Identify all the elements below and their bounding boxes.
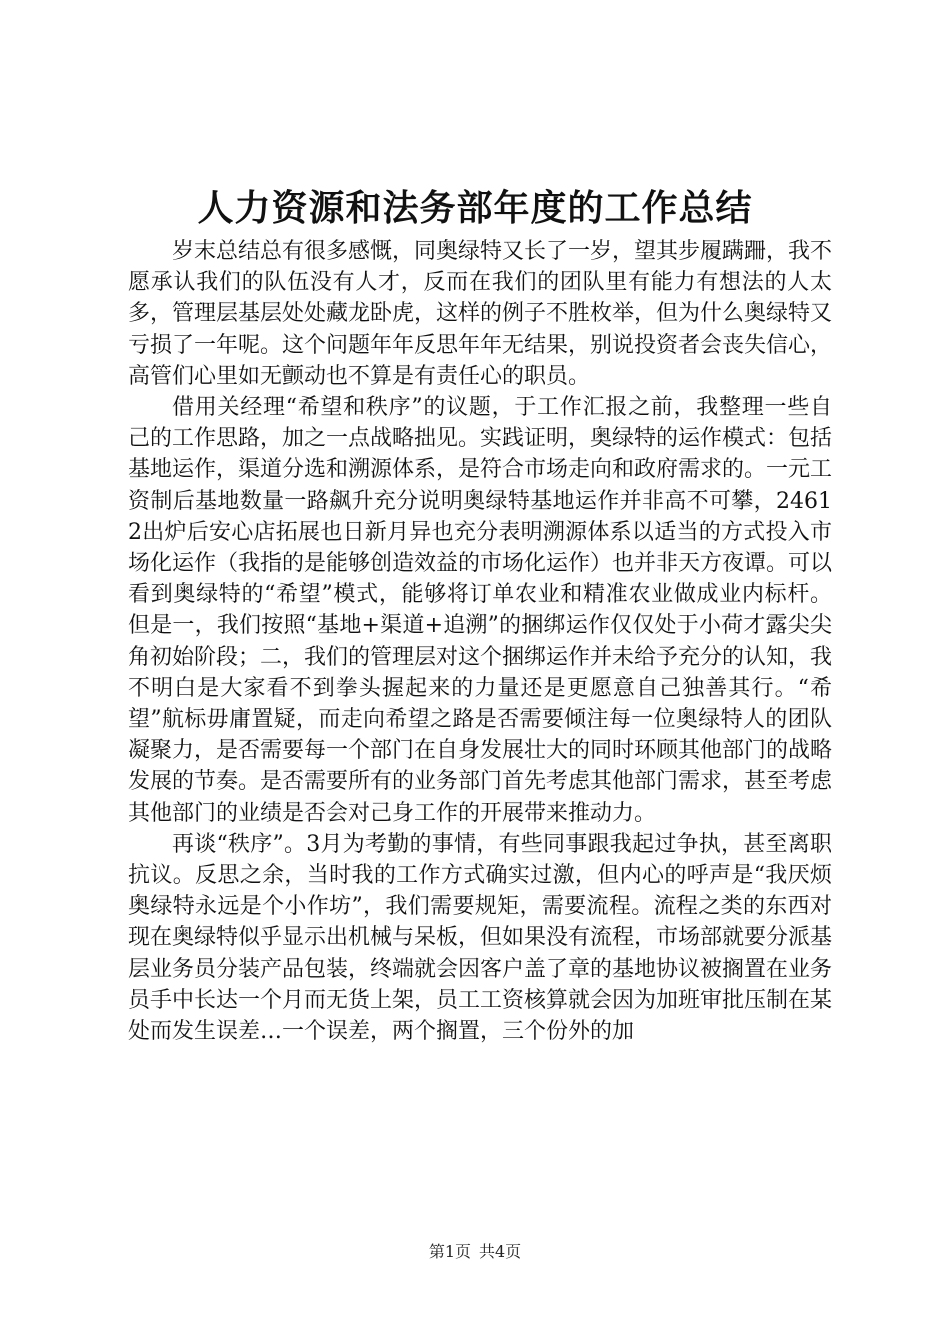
document-title: 人力资源和法务部年度的工作总结	[197, 187, 753, 229]
paragraph: 借用关经理“希望和秩序”的议题，于工作汇报之前，我整理一些自己的工作思路，加之一点战略拙见。实践证明，奥绿特的运作模式：包括基地运作，渠道分选和溯源体系，是符合市场走向和政府需求的。一元工资制后基地数量一路飙升充分说明奥绿特基地运作并非高不可攀，24612出炉后安心店拓展也日新月异也充分表明溯源体系以适当的方式投入市场化运作（我指的是能够创造效益的市场化运作）也并非天方夜谭。可以看到奥绿特的“希望”模式，能够将订单农业和精准农业做成业内标杆。但是一，我们按照“基地+渠道+追溯”的捆绑运作仅仅处于小荷才露尖尖角初始阶段；二，我们的管理层对这个捆绑运作并未给予充分的认知，我不明白是大家看不到拳头握起来的力量还是更愿意自己独善其行。“希望”航标毋庸置疑，而走向希望之路是否需要倾注每一位奥绿特人的团队凝聚力，是否需要每一个部门在自身发展壮大的同时环顾其他部门的战略发展的节奏。是否需要所有的业务部门首先考虑其他部门需求，甚至考虑其他部门的业绩是否会对己身工作的开展带来推动力。	[128, 395, 833, 826]
paragraph: 再谈“秩序”。3月为考勤的事情，有些同事跟我起过争执，甚至离职抗议。反思之余，当时我的工作方式确实过激，但内心的呼声是“我厌烦奥绿特永远是个小作坊”，我们需要规矩，需要流程。流程之类的东西对现在奥绿特似乎显示出机械与呆板，但如果没有流程，市场部就要分派基层业务员分装产品包装，终端就会因客户盖了章的基地协议被搁置在业务员手中长达一个月而无货上架，员工工资核算就会因为加班审批压制在某处而发生误差…一个误差，两个搁置，三个份外的加	[128, 831, 833, 1045]
page-number: 第1页	[428, 1242, 471, 1261]
paragraph: 岁末总结总有很多感慨，同奥绿特又长了一岁，望其步履蹒跚，我不愿承认我们的队伍没有人才，反而在我们的团队里有能力有想法的人太多，管理层基层处处藏龙卧虎，这样的例子不胜枚举，但为什么奥绿特又亏损了一年呢。这个问题年年反思年年无结果，别说投资者会丧失信心，高管们心里如无颤动也不算是有责任心的职员。	[128, 239, 833, 389]
page-footer	[0, 1240, 950, 1264]
document-body	[128, 236, 832, 1047]
page-total: 共4页	[479, 1242, 522, 1261]
